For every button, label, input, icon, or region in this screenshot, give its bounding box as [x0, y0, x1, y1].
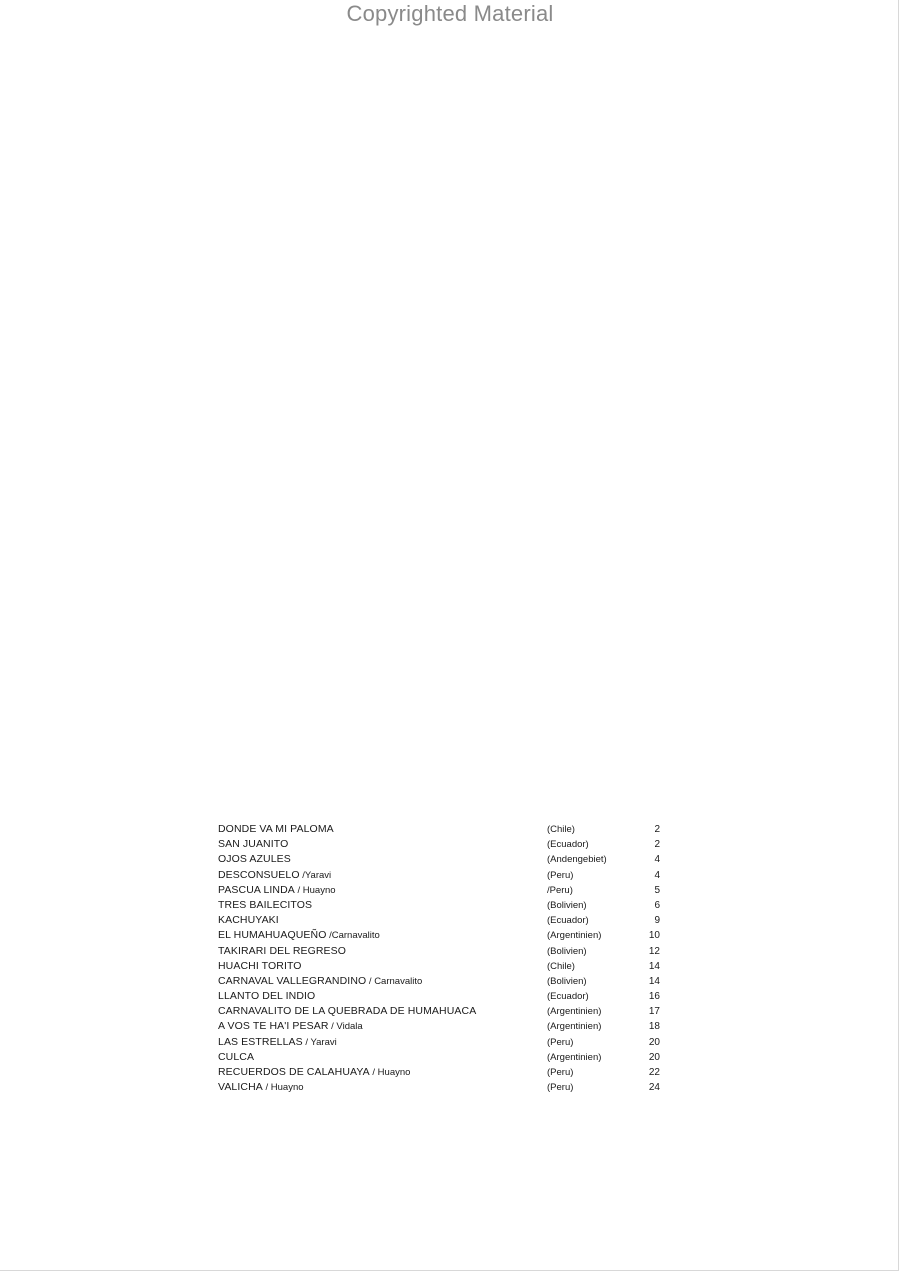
toc-entry-page-number: 2: [654, 824, 660, 835]
toc-entry-song-name: HUACHI TORITO: [218, 959, 302, 972]
toc-entry-genre: / Huayno: [262, 1082, 304, 1094]
toc-entry-song-name: A VOS TE HA'I PESAR: [218, 1020, 329, 1033]
toc-entry: [218, 1050, 668, 1065]
toc-entry-genre: / Carnavalito: [366, 975, 423, 987]
toc-entry: [218, 928, 668, 943]
toc-entry-title: [218, 913, 279, 928]
toc-entry-genre: / Huayno: [369, 1067, 411, 1078]
toc-entry-song-name: DONDE VA MI PALOMA: [218, 823, 334, 835]
toc-entry-country: (Ecuador): [547, 991, 589, 1003]
toc-entry-genre: /Yaravi: [299, 869, 332, 881]
toc-entry-country: (Argentinien): [547, 1006, 602, 1018]
toc-entry-song-name: CULCA: [218, 1050, 255, 1063]
toc-entry-genre: /Carnavalito: [326, 930, 380, 942]
toc-entry: [218, 837, 668, 852]
toc-entry: [218, 1035, 668, 1050]
toc-entry-page-number: 4: [654, 854, 660, 866]
toc-entry-page-number: 20: [648, 1051, 660, 1063]
toc-entry-page-number: 5: [654, 884, 660, 896]
toc-entry-country: (Ecuador): [547, 915, 589, 927]
toc-entry-page-number: 6: [654, 899, 660, 911]
toc-entry-country: (Andengebiet): [547, 854, 607, 866]
toc-entry-title: [218, 868, 331, 883]
toc-entry-title: [218, 837, 288, 852]
toc-entry-page-number: 10: [648, 930, 660, 942]
toc-entry-page-number: 16: [648, 991, 660, 1003]
toc-entry-genre: / Yaravi: [302, 1036, 337, 1048]
toc-entry-page-number: 18: [648, 1021, 660, 1033]
toc-entry: [218, 1080, 668, 1095]
toc-entry: [218, 898, 668, 913]
toc-entry-title: [218, 1004, 476, 1019]
toc-entry-title: [218, 1050, 254, 1065]
toc-entry-song-name: LLANTO DEL INDIO: [218, 990, 316, 1003]
toc-entry-title: [218, 989, 315, 1004]
toc-entry-country: (Bolivien): [547, 975, 587, 987]
toc-entry: [218, 1065, 668, 1080]
toc-entry-page-number: 4: [654, 869, 660, 881]
toc-entry-song-name: KACHUYAKI: [218, 914, 279, 927]
toc-entry: [218, 913, 668, 928]
toc-entry: [218, 822, 668, 837]
toc-entry: [218, 989, 668, 1004]
toc-entry-country: (Peru): [547, 1036, 574, 1048]
toc-entry-title: [218, 944, 346, 959]
toc-entry-song-name: DESCONSUELO: [218, 868, 300, 881]
toc-entry-country: (Peru): [547, 1067, 574, 1078]
toc-entry-title: [218, 1035, 337, 1050]
toc-entry-title: [218, 1080, 304, 1095]
toc-entry-page-number: 14: [648, 960, 660, 972]
toc-entry: [218, 852, 668, 867]
toc-entry-title: [218, 883, 336, 898]
toc-entry-genre: / Vidala: [328, 1021, 363, 1033]
toc-entry-title: [218, 974, 422, 989]
toc-entry-title: [218, 928, 380, 943]
toc-entry-song-name: PASCUA LINDA: [218, 883, 295, 896]
toc-entry-country: (Peru): [547, 869, 574, 881]
toc-entry-country: (Argentinien): [547, 930, 602, 942]
toc-entry-title: [218, 1019, 363, 1034]
toc-entry-song-name: LAS ESTRELLAS: [218, 1035, 303, 1048]
toc-entry-title: [218, 822, 334, 837]
toc-entry: [218, 1019, 668, 1034]
toc-entry-page-number: 24: [648, 1082, 660, 1094]
toc-entry: [218, 974, 668, 989]
toc-entry: [218, 1004, 668, 1019]
toc-entry: [218, 944, 668, 959]
toc-entry-country: (Chile): [547, 960, 575, 972]
toc-entry-song-name: TAKIRARI DEL REGRESO: [218, 944, 347, 957]
toc-entry-title: [218, 1065, 410, 1080]
toc-entry-song-name: EL HUMAHUAQUEÑO: [218, 929, 327, 942]
toc-entry-song-name: VALICHA: [218, 1081, 263, 1094]
toc-entry: [218, 883, 668, 898]
copyright-watermark: Copyrighted Material: [346, 1, 554, 26]
toc-entry-title: [218, 852, 291, 867]
toc-entry-country: (Ecuador): [547, 839, 589, 851]
toc-entry-country: (Argentinien): [547, 1051, 602, 1063]
toc-entry-title: [218, 959, 302, 974]
toc-entry-song-name: RECUERDOS DE CALAHUAYA: [218, 1066, 370, 1078]
toc-entry-country: (Argentinien): [547, 1021, 602, 1033]
toc-entry-country: (Chile): [547, 824, 575, 835]
toc-entry-page-number: 12: [648, 945, 660, 957]
toc-entry-song-name: OJOS AZULES: [218, 853, 291, 866]
toc-entry-page-number: 14: [648, 975, 660, 987]
table-of-contents: [218, 822, 668, 1095]
toc-entry-song-name: CARNAVALITO DE LA QUEBRADA DE HUMAHUACA: [218, 1005, 477, 1018]
toc-entry-country: /Peru): [547, 884, 573, 896]
toc-entry-page-number: 9: [654, 915, 660, 927]
toc-entry-country: (Bolivien): [547, 945, 587, 957]
toc-entry-page-number: 17: [648, 1006, 660, 1018]
toc-entry-page-number: 2: [654, 839, 660, 851]
toc-entry: [218, 868, 668, 883]
toc-entry: [218, 959, 668, 974]
toc-entry-page-number: 22: [648, 1067, 660, 1078]
toc-entry-page-number: 20: [648, 1036, 660, 1048]
toc-entry-song-name: TRES BAILECITOS: [218, 898, 313, 911]
toc-entry-genre: / Huayno: [294, 884, 336, 896]
toc-entry-title: [218, 898, 312, 913]
toc-entry-song-name: SAN JUANITO: [218, 838, 289, 851]
toc-entry-country: (Peru): [547, 1082, 574, 1094]
toc-entry-country: (Bolivien): [547, 899, 587, 911]
toc-entry-song-name: CARNAVAL VALLEGRANDINO: [218, 974, 367, 987]
